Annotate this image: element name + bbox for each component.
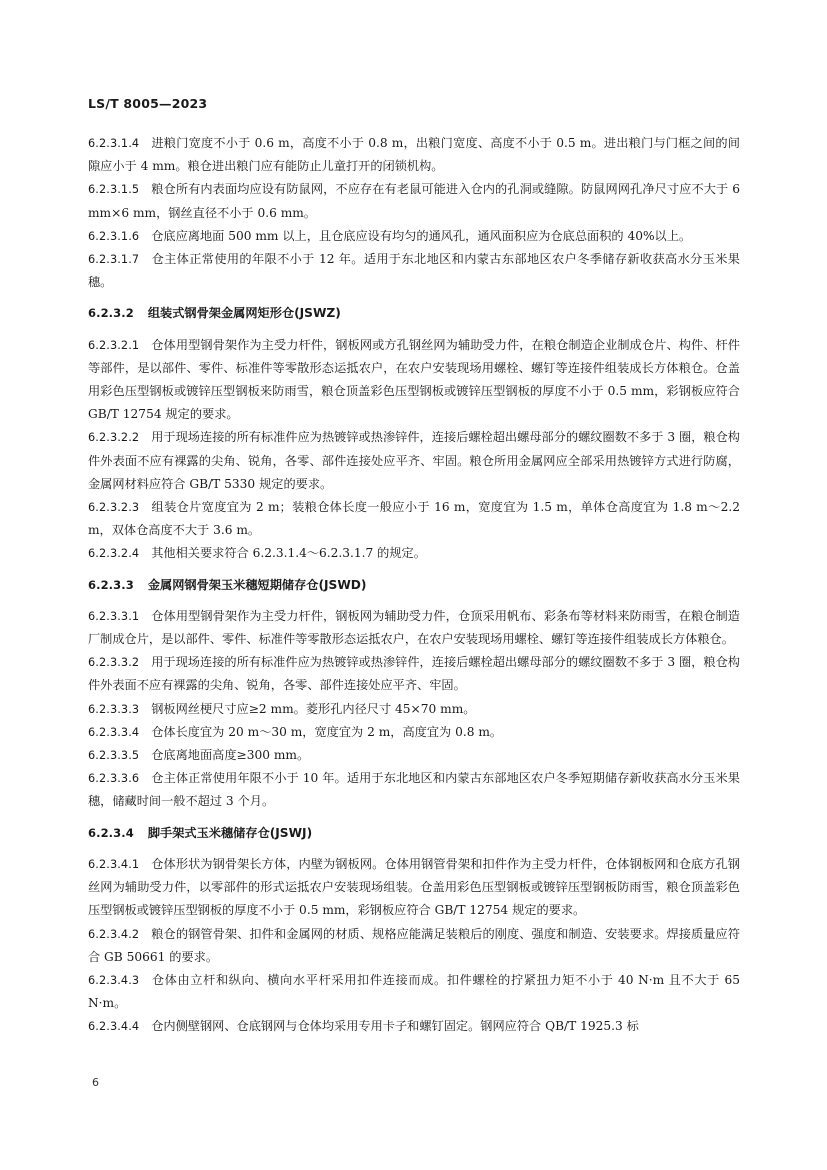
page-number: 6 [92, 1076, 99, 1089]
clause-text: 仓底离地面高度≥300 mm。 [151, 748, 310, 763]
document-body [88, 132, 740, 1039]
clause-number: 6.2.3.2.3 [88, 501, 140, 515]
clause-number: 6.2.3.1.7 [88, 253, 140, 267]
clause-number: 6.2.3.1.4 [88, 137, 140, 150]
clause-text: 仓内侧壁钢网、仓底钢网与仓体均采用专用卡子和螺钉固定。钢网应符合 QB/T 1925.3 标 [151, 1019, 639, 1034]
section-number: 6.2.3.2 [88, 306, 134, 321]
clause-paragraph [88, 426, 740, 496]
clause-number: 6.2.3.2.4 [88, 547, 140, 561]
clause-number: 6.2.3.1.5 [88, 183, 140, 197]
clause-text: 用于现场连接的所有标准件应为热镀锌或热渗锌件，连接后螺栓超出螺母部分的螺纹圈数不多于 3 圈，粮仓构件外表面不应有裸露的尖角、锐角，各零、部件连接处应平齐、牢固。 [88, 655, 740, 693]
clause-number: 6.2.3.3.6 [88, 772, 140, 786]
clause-paragraph [88, 334, 740, 427]
clause-number: 6.2.3.2.1 [88, 338, 140, 352]
clause-text: 仓体由立杆和纵向、横向水平杆采用扣件连接而成。扣件螺栓的拧紧扭力矩不小于 40 N·m 且不大于 65 N·m。 [88, 972, 740, 1011]
clause-paragraph [88, 767, 740, 813]
section-number: 6.2.3.4 [88, 825, 134, 840]
clause-text: 其他相关要求符合 6.2.3.1.4～6.2.3.1.7 的规定。 [151, 546, 426, 561]
clause-number: 6.2.3.2.2 [88, 431, 140, 445]
clause-text: 仓底应离地面 500 mm 以上，且仓底应设有均匀的通风孔，通风面积应为仓底总面积的 40%以上。 [151, 228, 692, 243]
clause-number: 6.2.3.4.3 [88, 973, 140, 987]
clause-text: 仓体用型钢骨架作为主受力杆件，钢板网为辅助受力件，仓顶采用帆布、彩条布等材料来防雨雪，在粮仓制造厂制成仓片，是以部件、零件、标准件等零散形态运抵农户，在农户安装现场用螺栓、螺钉等连接件组装成长方体粮仓。 [88, 608, 740, 647]
section-title: 金属网钢骨架玉米穗短期储存仓(JSWD) [147, 577, 367, 592]
standard-code-header: LS/T 8005—2023 [88, 96, 208, 111]
clause-paragraph [88, 923, 740, 969]
section-heading [88, 574, 740, 597]
clause-paragraph [88, 969, 740, 1015]
clause-paragraph [88, 698, 740, 721]
clause-paragraph [88, 248, 740, 294]
clause-text: 进粮门宽度不小于 0.6 m，高度不小于 0.8 m，出粮门宽度、高度不小于 0.5 m。进出粮门与门框之间的间隙应小于 4 mm。粮仓进出粮门应有能防止儿童打开的闭锁机构。 [88, 136, 740, 174]
clause-number: 6.2.3.4.4 [88, 1020, 140, 1034]
clause-paragraph [88, 132, 740, 178]
clause-number: 6.2.3.3.1 [88, 609, 140, 623]
clause-text: 仓主体正常使用的年限不小于 12 年。适用于东北地区和内蒙古东部地区农户冬季储存新收获高水分玉米果穗。 [88, 252, 740, 290]
clause-paragraph [88, 1015, 740, 1038]
clause-text: 粮仓的钢管骨架、扣件和金属网的材质、规格应能满足装粮后的刚度、强度和制造、安装要求。焊接质量应符合 GB 50661 的要求。 [88, 926, 740, 964]
clause-text: 粮仓所有内表面均应设有防鼠网，不应存在有老鼠可能进入仓内的孔洞或缝隙。防鼠网网孔净尺寸应不大于 6 mm×6 mm，钢丝直径不小于 0.6 mm。 [88, 182, 740, 220]
clause-paragraph [88, 542, 740, 565]
clause-paragraph [88, 496, 740, 542]
clause-paragraph [88, 225, 740, 248]
clause-number: 6.2.3.1.6 [88, 229, 140, 243]
clause-number: 6.2.3.3.5 [88, 749, 140, 763]
section-title: 脚手架式玉米穗储存仓(JSWJ) [147, 825, 313, 840]
clause-text: 组装仓片宽度宜为 2 m；装粮仓体长度一般应小于 16 m，宽度宜为 1.5 m，单体仓高度宜为 1.8 m～2.2 m，双体仓高度不大于 3.6 m。 [88, 500, 740, 538]
clause-number: 6.2.3.3.4 [88, 725, 140, 739]
clause-paragraph [88, 744, 740, 767]
clause-text: 仓体用型钢骨架作为主受力杆件，钢板网或方孔钢丝网为辅助受力件，在粮仓制造企业制成仓片、构件、杆件等部件，是以部件、零件、标准件等零散形态运抵农户，在农户安装现场用螺栓、螺钉等连接件组装成长方体粮仓。仓盖用彩色压型钢板或镀锌压型钢板来防雨雪，粮仓顶盖彩色压型钢板或镀锌压型钢板的厚度不小于 0.5 mm，彩钢板应符合 GB/T 12754 规定的要求。 [88, 337, 740, 422]
clause-paragraph [88, 721, 740, 744]
clause-number: 6.2.3.4.2 [88, 927, 140, 941]
clause-paragraph [88, 853, 740, 923]
section-heading [88, 302, 740, 325]
clause-paragraph [88, 178, 740, 224]
section-title: 组装式钢骨架金属网矩形仓(JSWZ) [147, 306, 341, 321]
clause-number: 6.2.3.3.2 [88, 656, 140, 670]
clause-paragraph [88, 651, 740, 697]
section-heading [88, 822, 740, 845]
clause-number: 6.2.3.3.3 [88, 702, 140, 716]
clause-text: 仓体形状为钢骨架长方体，内壁为钢板网。仓体用钢管骨架和扣件作为主受力杆件，仓体钢板网和仓底方孔钢丝网为辅助受力件，以零部件的形式运抵农户安装现场组装。仓盖用彩色压型钢板或镀锌压型钢板防雨雪，粮仓顶盖彩色压型钢板或镀锌压型钢板的厚度不小于 0.5 mm，彩钢板应符合 GB/T 12754 规定的要求。 [88, 856, 740, 918]
clause-number: 6.2.3.4.1 [88, 857, 140, 871]
clause-text: 用于现场连接的所有标准件应为热镀锌或热渗锌件，连接后螺栓超出螺母部分的螺纹圈数不多于 3 圈，粮仓构件外表面不应有裸露的尖角、锐角，各零、部件连接处应平齐、牢固。粮仓所用金属网应全部采用热镀锌方式进行防腐，金属网材料应符合 GB/T 5330 规定的要求。 [88, 430, 740, 491]
clause-text: 仓体长度宜为 20 m～30 m，宽度宜为 2 m，高度宜为 0.8 m。 [151, 724, 503, 739]
section-number: 6.2.3.3 [88, 577, 134, 592]
clause-paragraph [88, 605, 740, 651]
clause-text: 钢板网丝梗尺寸应≥2 mm。菱形孔内径尺寸 45×70 mm。 [151, 701, 476, 716]
clause-text: 仓主体正常使用年限不小于 10 年。适用于东北地区和内蒙古东部地区农户冬季短期储存新收获高水分玉米果穗，储藏时间一般不超过 3 个月。 [88, 771, 740, 809]
